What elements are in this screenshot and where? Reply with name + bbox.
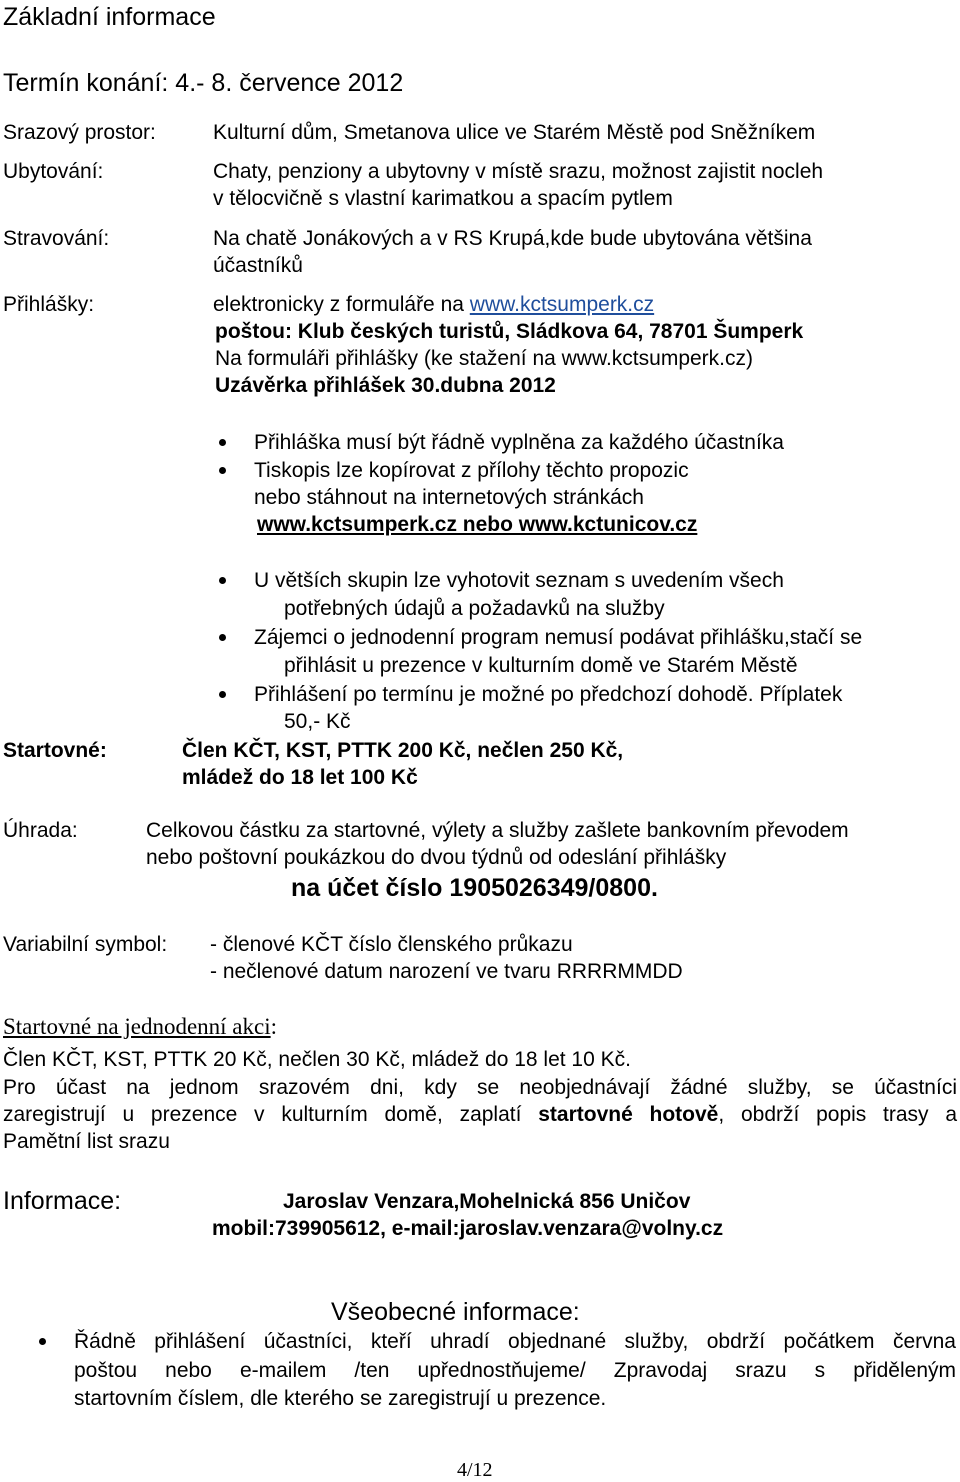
bullet-dot: [219, 577, 226, 584]
bullet-dot: [219, 439, 226, 446]
prihlasky-label: Přihlášky:: [3, 293, 95, 316]
para-2-a: zaregistrují u prezence v kulturním domě, zaplatí: [3, 1103, 539, 1126]
srazovy-value: Kulturní dům, Smetanova ulice ve Starém Městě pod Sněžníkem: [213, 121, 816, 144]
stravovani-line-2: účastníků: [213, 254, 303, 277]
bullet-dot: [39, 1338, 46, 1345]
prihlasky-text: elektronicky z formuláře na: [213, 293, 470, 316]
bullet-2-1-line-1: U větších skupin lze vyhotovit seznam s uvedením všech: [254, 569, 784, 592]
stravovani-label: Stravování:: [3, 227, 110, 250]
jednodenni-heading: [3, 1014, 277, 1040]
bullet-2-2-line-2: přihlásit u prezence v kulturním domě ve Starém Městě: [284, 654, 798, 677]
prihlasky-post: poštou: Klub českých turistů, Sládkova 64, 78701 Šumperk: [215, 320, 804, 343]
jednodenni-heading-colon: :: [270, 1014, 278, 1039]
jednodenni-prices: Člen KČT, KST, PTTK 20 Kč, nečlen 30 Kč, mládež do 18 let 10 Kč.: [3, 1048, 631, 1071]
jednodenni-heading-text: Startovné na jednodenní akci: [3, 1014, 271, 1039]
stravovani-line-1: Na chatě Jonákových a v RS Krupá,kde bude ubytována většina: [213, 227, 812, 250]
informace-label: Informace:: [3, 1187, 122, 1215]
informace-line-2: mobil:739905612, e-mail:jaroslav.venzara@volny.cz: [212, 1217, 724, 1240]
bullet-dot: [219, 691, 226, 698]
bullet-1-2-line-1: Tiskopis lze kopírovat z přílohy těchto propozic: [254, 459, 689, 482]
bullet-dot: [219, 634, 226, 641]
vseobecne-line-3: startovním číslem, dle kterého se zaregistrují u prezence.: [74, 1387, 607, 1410]
ubytovani-line-2: v tělocvičně s vlastní karimatkou a spacím pytlem: [213, 187, 673, 210]
variabilni-line-2: - nečlenové datum narození ve tvaru RRRRMMDD: [210, 960, 683, 983]
kctsumperk-link[interactable]: www.kctsumperk.cz: [469, 293, 655, 316]
event-date: Termín konání: 4.- 8. července 2012: [3, 69, 404, 97]
bullet-2-2-line-1: Zájemci o jednodenní program nemusí podávat přihlášku,stačí se: [254, 626, 863, 649]
page-title: Základní informace: [3, 3, 216, 31]
account-number: na účet číslo 1905026349/0800.: [291, 874, 658, 902]
para-2-b: startovné hotově: [538, 1103, 719, 1126]
websites-link[interactable]: www.kctsumperk.cz nebo www.kctunicov.cz: [257, 513, 698, 536]
bullet-2-1-line-2: potřebných údajů a požadavků na služby: [284, 597, 665, 620]
bullet-dot: [219, 467, 226, 474]
startovne-label: Startovné:: [3, 739, 107, 762]
variabilni-line-1: - členové KČT číslo členského průkazu: [210, 933, 573, 956]
page-number: 4/12: [457, 1459, 493, 1481]
vseobecne-line-1: Řádně přihlášení účastníci, kteří uhradí objednané služby, obdrží počátkem června: [74, 1330, 956, 1353]
startovne-line-2: mládež do 18 let 100 Kč: [182, 766, 418, 789]
jednodenni-para-1: Pro účast na jednom srazovém dni, kdy se neobjednávají žádné služby, se účastníci: [3, 1076, 957, 1099]
srazovy-label: Srazový prostor:: [3, 121, 156, 144]
prihlasky-deadline: Uzávěrka přihlášek 30.dubna 2012: [215, 374, 556, 397]
prihlasky-line-1: [213, 292, 654, 318]
uhrada-label: Úhrada:: [3, 819, 78, 842]
bullet-2-3-line-2: 50,- Kč: [284, 710, 351, 733]
jednodenni-para-3: Pamětní list srazu: [3, 1130, 170, 1153]
para-2-c: , obdrží popis trasy a: [718, 1103, 957, 1126]
uhrada-line-2: nebo poštovní poukázkou do dvou týdnů od odeslání přihlášky: [146, 846, 727, 869]
vseobecne-heading: Všeobecné informace:: [331, 1298, 580, 1326]
prihlasky-form: Na formuláři přihlášky (ke stažení na www.kctsumperk.cz): [215, 347, 753, 370]
jednodenni-para-2: [3, 1102, 957, 1128]
variabilni-label: Variabilní symbol:: [3, 933, 168, 956]
bullet-1-1: Přihláška musí být řádně vyplněna za každého účastníka: [254, 431, 784, 454]
ubytovani-label: Ubytování:: [3, 160, 104, 183]
bullet-1-2-line-2: nebo stáhnout na internetových stránkách: [254, 486, 644, 509]
uhrada-line-1: Celkovou částku za startovné, výlety a služby zašlete bankovním převodem: [146, 819, 849, 842]
startovne-line-1: Člen KČT, KST, PTTK 200 Kč, nečlen 250 Kč,: [182, 739, 624, 762]
vseobecne-line-2: poštou nebo e-mailem /ten upřednostňujeme/ Zpravodaj srazu s přiděleným: [74, 1359, 956, 1382]
ubytovani-line-1: Chaty, penziony a ubytovny v místě srazu, možnost zajistit nocleh: [213, 160, 824, 183]
bullet-2-3-line-1: Přihlášení po termínu je možné po předchozí dohodě. Příplatek: [254, 683, 843, 706]
informace-line-1: Jaroslav Venzara,Mohelnická 856 Uničov: [283, 1190, 691, 1213]
